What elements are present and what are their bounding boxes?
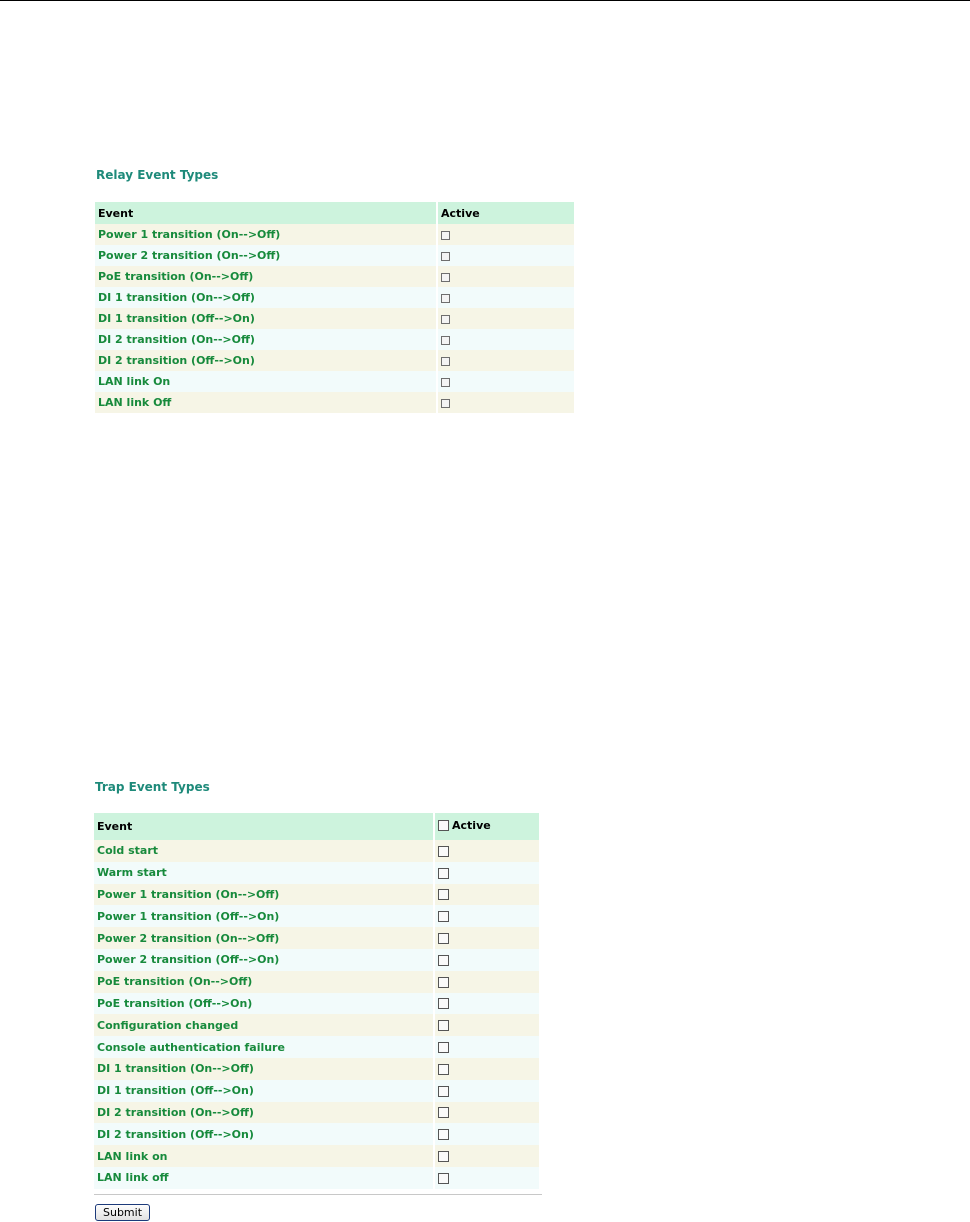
relay-active-checkbox[interactable] — [441, 399, 450, 408]
relay-active-cell — [438, 245, 574, 266]
trap-row — [94, 1167, 539, 1189]
trap-active-checkbox[interactable] — [438, 1086, 449, 1097]
relay-row — [95, 287, 574, 308]
relay-active-checkbox[interactable] — [441, 378, 450, 387]
trap-active-cell — [435, 884, 539, 906]
trap-event-label: Console authentication failure — [94, 1036, 433, 1058]
relay-event-label: DI 1 transition (Off-->On) — [95, 308, 436, 329]
relay-row — [95, 245, 574, 266]
relay-row — [95, 224, 574, 245]
trap-active-cell — [435, 1080, 539, 1102]
trap-active-checkbox[interactable] — [438, 1107, 449, 1118]
relay-active-checkbox[interactable] — [441, 357, 450, 366]
trap-event-label: Warm start — [94, 862, 433, 884]
relay-header-row — [95, 202, 574, 224]
trap-row — [94, 927, 539, 949]
trap-event-header: Event — [94, 813, 433, 840]
relay-section-title: Relay Event Types — [96, 168, 219, 182]
relay-event-label: LAN link On — [95, 371, 436, 392]
relay-active-cell — [438, 308, 574, 329]
trap-active-checkbox[interactable] — [438, 1042, 449, 1053]
trap-event-label: Power 1 transition (Off-->On) — [94, 905, 433, 927]
trap-row — [94, 1080, 539, 1102]
trap-active-checkbox[interactable] — [438, 977, 449, 988]
trap-event-label: Configuration changed — [94, 1014, 433, 1036]
trap-row — [94, 971, 539, 993]
relay-active-cell — [438, 350, 574, 371]
relay-active-checkbox[interactable] — [441, 315, 450, 324]
relay-row — [95, 350, 574, 371]
relay-event-label: DI 2 transition (Off-->On) — [95, 350, 436, 371]
trap-active-cell — [435, 1102, 539, 1124]
trap-active-cell — [435, 1167, 539, 1189]
trap-active-cell — [435, 1014, 539, 1036]
relay-active-cell — [438, 392, 574, 413]
relay-event-table — [95, 202, 574, 413]
form-divider — [94, 1194, 542, 1195]
relay-event-label: DI 1 transition (On-->Off) — [95, 287, 436, 308]
trap-row — [94, 1036, 539, 1058]
trap-event-label: PoE transition (Off-->On) — [94, 993, 433, 1015]
trap-section-title: Trap Event Types — [95, 780, 210, 794]
trap-active-header-label: Active — [452, 819, 491, 832]
trap-active-cell — [435, 905, 539, 927]
trap-row — [94, 993, 539, 1015]
trap-active-cell — [435, 971, 539, 993]
trap-event-label: Cold start — [94, 840, 433, 862]
trap-active-checkbox[interactable] — [438, 889, 449, 900]
trap-active-checkbox[interactable] — [438, 1173, 449, 1184]
trap-row — [94, 1102, 539, 1124]
trap-active-checkbox[interactable] — [438, 1151, 449, 1162]
trap-row — [94, 1145, 539, 1167]
trap-row — [94, 840, 539, 862]
relay-active-checkbox[interactable] — [441, 252, 450, 261]
trap-event-label: DI 2 transition (On-->Off) — [94, 1102, 433, 1124]
top-rule — [0, 0, 970, 1]
trap-active-cell — [435, 949, 539, 971]
trap-event-label: DI 2 transition (Off-->On) — [94, 1123, 433, 1145]
trap-row — [94, 884, 539, 906]
trap-active-checkbox[interactable] — [438, 955, 449, 966]
trap-row — [94, 1123, 539, 1145]
trap-active-cell — [435, 1036, 539, 1058]
relay-event-label: Power 2 transition (On-->Off) — [95, 245, 436, 266]
trap-event-label: DI 1 transition (On-->Off) — [94, 1058, 433, 1080]
relay-event-label: PoE transition (On-->Off) — [95, 266, 436, 287]
relay-row — [95, 371, 574, 392]
trap-event-label: Power 1 transition (On-->Off) — [94, 884, 433, 906]
submit-button[interactable]: Submit — [95, 1204, 150, 1221]
trap-active-checkbox[interactable] — [438, 1064, 449, 1075]
trap-active-header — [435, 813, 539, 840]
select-all-checkbox[interactable] — [438, 820, 449, 831]
trap-active-cell — [435, 1145, 539, 1167]
relay-active-header: Active — [438, 202, 574, 224]
relay-active-checkbox[interactable] — [441, 231, 450, 240]
relay-active-cell — [438, 371, 574, 392]
relay-active-cell — [438, 224, 574, 245]
trap-row — [94, 1014, 539, 1036]
trap-event-label: LAN link off — [94, 1167, 433, 1189]
trap-active-checkbox[interactable] — [438, 1129, 449, 1140]
relay-event-label: Power 1 transition (On-->Off) — [95, 224, 436, 245]
trap-event-table — [94, 813, 539, 1189]
relay-event-header: Event — [95, 202, 436, 224]
trap-event-label: Power 2 transition (Off-->On) — [94, 949, 433, 971]
relay-active-cell — [438, 287, 574, 308]
trap-row — [94, 905, 539, 927]
relay-event-label: LAN link Off — [95, 392, 436, 413]
trap-row — [94, 949, 539, 971]
trap-active-checkbox[interactable] — [438, 846, 449, 857]
trap-active-cell — [435, 1123, 539, 1145]
trap-active-checkbox[interactable] — [438, 868, 449, 879]
trap-event-label: PoE transition (On-->Off) — [94, 971, 433, 993]
trap-active-cell — [435, 993, 539, 1015]
relay-active-cell — [438, 329, 574, 350]
trap-active-checkbox[interactable] — [438, 1020, 449, 1031]
relay-row — [95, 266, 574, 287]
relay-active-checkbox[interactable] — [441, 294, 450, 303]
relay-active-cell — [438, 266, 574, 287]
trap-active-checkbox[interactable] — [438, 933, 449, 944]
trap-row — [94, 1058, 539, 1080]
trap-header-row — [94, 813, 539, 840]
trap-active-cell — [435, 840, 539, 862]
trap-event-label: LAN link on — [94, 1145, 433, 1167]
trap-active-header-group — [438, 819, 491, 832]
relay-row — [95, 308, 574, 329]
trap-active-checkbox[interactable] — [438, 998, 449, 1009]
relay-active-checkbox[interactable] — [441, 273, 450, 282]
relay-row — [95, 392, 574, 413]
relay-active-checkbox[interactable] — [441, 336, 450, 345]
trap-event-label: Power 2 transition (On-->Off) — [94, 927, 433, 949]
trap-event-label: DI 1 transition (Off-->On) — [94, 1080, 433, 1102]
trap-active-cell — [435, 1058, 539, 1080]
trap-active-cell — [435, 862, 539, 884]
trap-active-checkbox[interactable] — [438, 911, 449, 922]
trap-active-cell — [435, 927, 539, 949]
relay-row — [95, 329, 574, 350]
relay-event-label: DI 2 transition (On-->Off) — [95, 329, 436, 350]
trap-row — [94, 862, 539, 884]
